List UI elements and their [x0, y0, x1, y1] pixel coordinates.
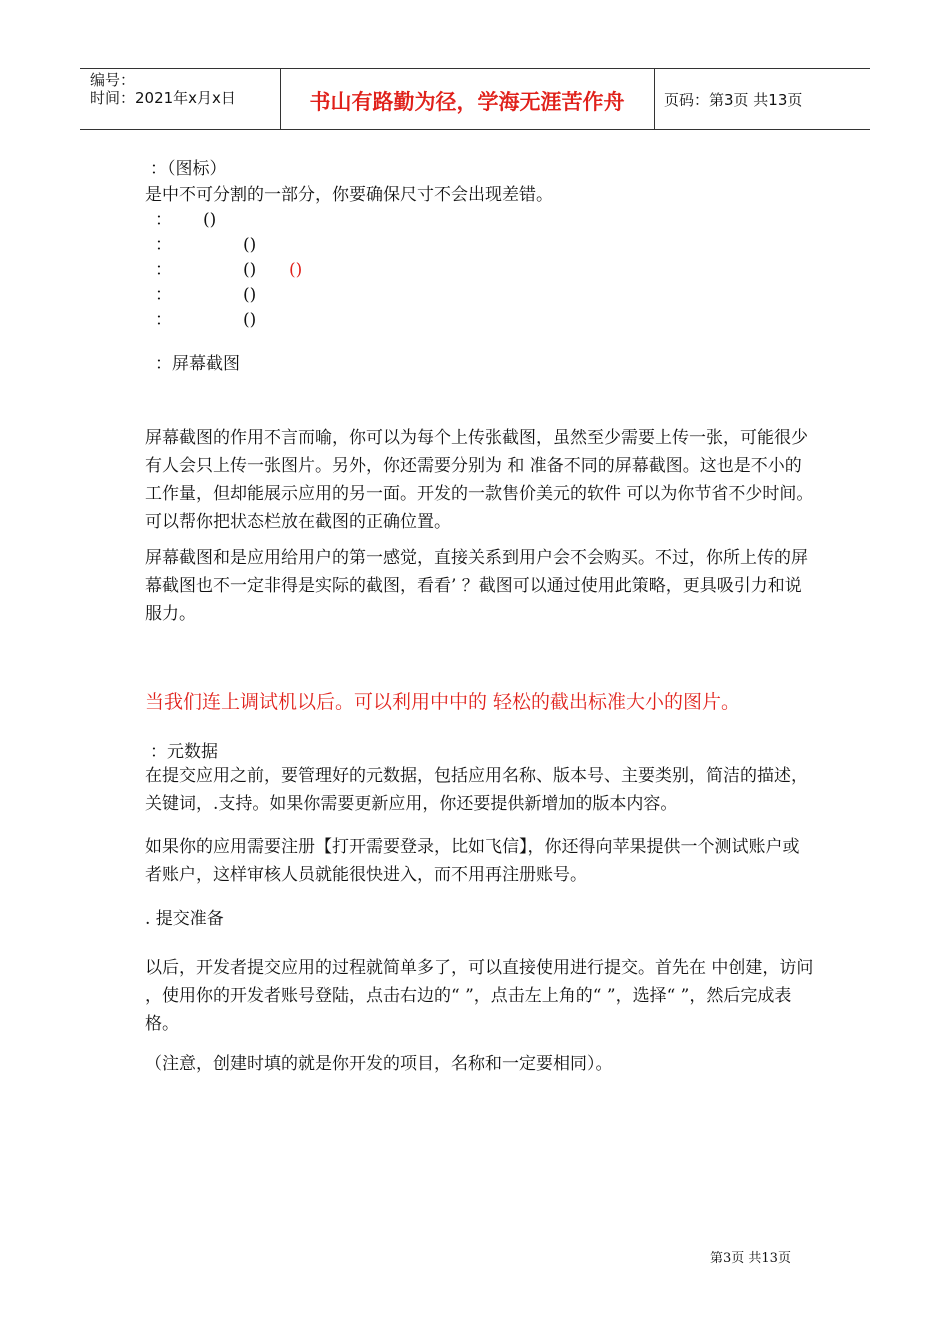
icon-row-note: () [289, 260, 303, 280]
page-footer: 第3页 共13页 [710, 1251, 791, 1266]
icon-row-colon: ： [155, 235, 172, 255]
header-page-info: 页码：第3页 共13页 [664, 91, 803, 109]
screenshot-paragraph: 屏幕截图和是应用给用户的第一感觉，直接关系到用户会不会购买。不过，你所上传的屏幕截图也不一定非得是实际的截图，看看’ ？截图可以通过使用此策略，更具吸引力和说服力。 [145, 548, 808, 624]
icon-row-colon: ： [155, 210, 172, 230]
submit-paragraph: 以后，开发者提交应用的过程就简单多了，可以直接使用进行提交。首先在 中创建，访问 ，使用你的开发者账号登陆，点击右边的“ ”，点击左上角的“ ”，选择“ ”，然后完成表格。 [145, 958, 814, 1034]
submit-section-heading: . 提交准备 [145, 909, 224, 929]
icon-row-paren: () [243, 285, 257, 305]
icon-row-paren: () [243, 235, 257, 255]
metadata-paragraph: 如果你的应用需要注册【打开需要登录，比如飞信】，你还得向苹果提供一个测试账户或者账户，这样审核人员就能很快进入，而不用再注册账号。 [145, 837, 800, 885]
icon-row-paren: () [203, 210, 217, 230]
header-motto: 书山有路勤为径，学海无涯苦作舟 [309, 90, 625, 114]
metadata-paragraph: 在提交应用之前，要管理好的元数据，包括应用名称、版本号、主要类别，简洁的描述，关键词，.支持。如果你需要更新应用，你还要提供新增加的版本内容。 [145, 766, 808, 814]
document-number-label: 编号： [90, 71, 136, 89]
icon-row-paren: () [243, 260, 257, 280]
submit-note: （注意，创建时填的就是你开发的项目，名称和一定要相同）。 [145, 1054, 613, 1074]
page-header [80, 68, 870, 130]
icon-row-paren: () [243, 310, 257, 330]
icon-row-colon: ： [155, 260, 172, 280]
header-divider [654, 69, 655, 129]
icon-section-heading: ：（图标） [150, 159, 227, 179]
icon-row-colon: ： [155, 285, 172, 305]
icon-section-intro: 是中不可分割的一部分，你要确保尺寸不会出现差错。 [145, 185, 553, 205]
header-meta [90, 71, 236, 107]
screenshot-red-note: 当我们连上调试机以后。可以利用中中的 轻松的截出标准大小的图片。 [145, 691, 741, 713]
metadata-section-heading: ：元数据 [150, 742, 218, 762]
document-date: 时间：2021年x月x日 [90, 89, 236, 107]
screenshot-section-heading: ：屏幕截图 [155, 354, 240, 374]
icon-row-colon: ： [155, 310, 172, 330]
screenshot-paragraph: 屏幕截图的作用不言而喻，你可以为每个上传张截图，虽然至少需要上传一张，可能很少有人会只上传一张图片。另外，你还需要分别为 和 准备不同的屏幕截图。这也是不小的工作量，但却能展示应用的另一面。开发的一款售价美元的软件 可以为你节省不少时间。 可以帮你把状态栏放在截图的正确位置。 [145, 428, 814, 532]
